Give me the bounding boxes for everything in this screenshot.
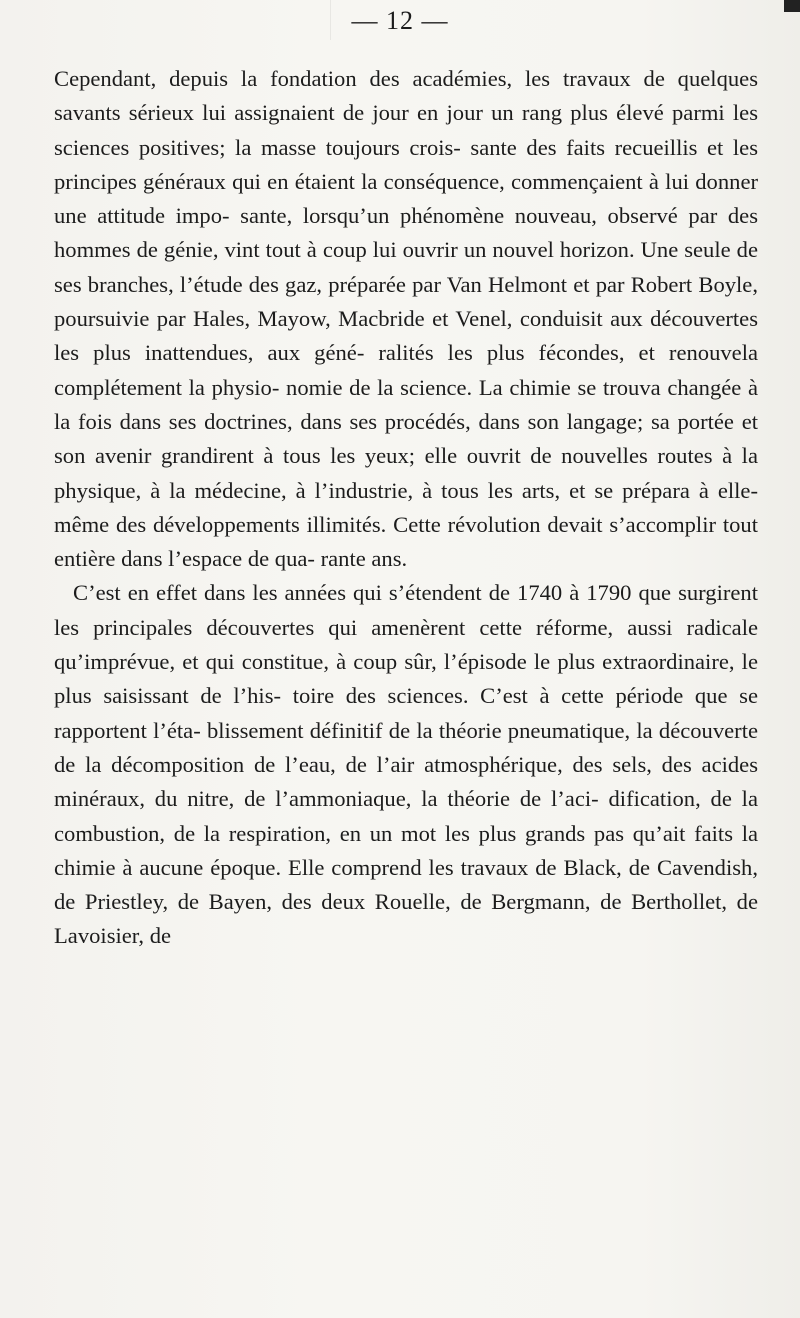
paragraph-1: Cependant, depuis la fondation des académies, les travaux de quelques savants sérieux lui assignaient de jour en jour un rang plus élevé parmi les sciences positives; la masse toujours crois- sante des faits recueillis et les principes généraux qui en étaient la conséquence, commençaient à lui donner une attitude impo- sante, lorsqu’un phénomène nouveau, observé par des hommes de génie, vint tout à coup lui ouvrir un nouvel horizon. Une seule de ses branches, l’étude des gaz, préparée par Van Helmont et par Robert Boyle, poursuivie par Hales, Mayow, Macbride et Venel, conduisit aux découvertes les plus inattendues, aux géné- ralités les plus fécondes, et renouvela complétement la physio- nomie de la science. La chimie se trouva changée à la fois dans ses doctrines, dans ses procédés, dans son langage; sa portée et son avenir grandirent à tous les yeux; elle ouvrit de nouvelles routes à la physique, à la médecine, à l’industrie, à tous les arts, et se prépara à elle-même des développements illimités. Cette révolution devait s’accomplir tout entière dans l’espace de qua- rante ans. [54,66,758,572]
page-number-header: — 12 — [351,6,449,35]
body-text [54,62,758,954]
paragraph-2: C’est en effet dans les années qui s’étendent de 1740 à 1790 que surgirent les principales découvertes qui amenèrent cette réforme, aussi radicale qu’imprévue, et qui constitue, à coup sûr, l’épisode le plus extraordinaire, le plus saisissant de l’his- toire des sciences. C’est à cette période que se rapportent l’éta- blissement définitif de la théorie pneumatique, la découverte de la décomposition de l’eau, de l’air atmosphérique, des sels, des acides minéraux, du nitre, de l’ammoniaque, la théorie de l’aci- dification, de la combustion, de la respiration, en un mot les plus grands pas qu’ait faits la chimie à aucune époque. Elle comprend les travaux de Black, de Cavendish, de Priestley, de Bayen, des deux Rouelle, de Bergmann, de Berthollet, de Lavoisier, de [54,580,758,949]
